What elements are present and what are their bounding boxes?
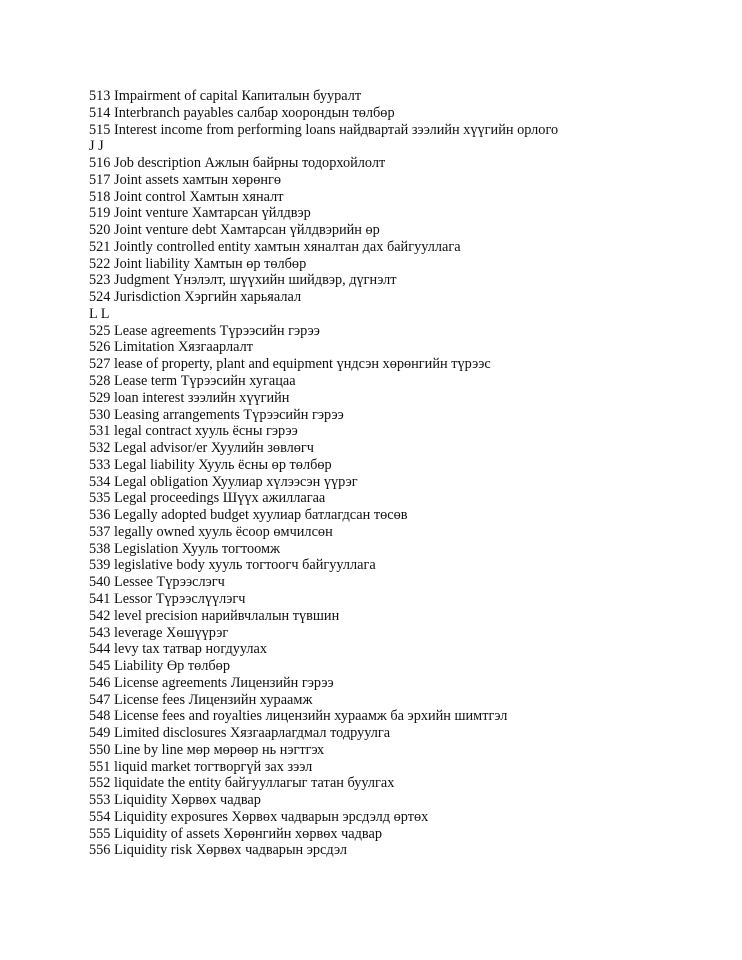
glossary-entry: 540 Lessee Түрээслэгч <box>89 574 225 591</box>
glossary-entry: 538 Legislation Хууль тогтоомж <box>89 540 280 557</box>
glossary-entry: 546 License agreements Лицензийн гэрээ <box>89 674 334 691</box>
section-letter-heading: J J <box>89 138 104 155</box>
glossary-entry: 532 Legal advisor/er Хуулийн зөвлөгч <box>89 440 314 457</box>
glossary-list <box>89 88 558 859</box>
glossary-entry: 545 Liability Өр төлбөр <box>89 658 230 675</box>
glossary-entry: 548 License fees and royalties лицензийн хураамж ба эрхийн шимтгэл <box>89 708 508 725</box>
glossary-entry: 518 Joint control Хамтын хяналт <box>89 188 284 205</box>
glossary-entry: 530 Leasing arrangements Түрээсийн гэрээ <box>89 406 344 423</box>
glossary-entry: 544 levy tax татвар ногдуулах <box>89 641 268 658</box>
glossary-entry: 533 Legal liability Хууль ёсны өр төлбөр <box>89 456 332 473</box>
glossary-entry: 527 lease of property, plant and equipment үндсэн хөрөнгийн түрээс <box>89 356 491 373</box>
glossary-entry: 531 legal contract хууль ёсны гэрээ <box>89 423 298 440</box>
glossary-entry: 549 Limited disclosures Хязгаарлагдмал тодруулга <box>89 725 391 742</box>
glossary-entry: 541 Lessor Түрээслүүлэгч <box>89 590 246 607</box>
glossary-entry: 513 Impairment of capital Капиталын бууралт <box>89 88 362 104</box>
glossary-entry: 528 Lease term Түрээсийн хугацаа <box>89 373 296 390</box>
glossary-entry: 550 Line by line мөр мөрөөр нь нэгтгэх <box>89 741 325 758</box>
glossary-entry: 553 Liquidity Хөрвөх чадвар <box>89 792 261 809</box>
glossary-entry: 552 liquidate the entity байгууллагыг татан буулгах <box>89 775 395 792</box>
glossary-entry: 535 Legal proceedings Шүүх ажиллагаа <box>89 490 326 507</box>
glossary-entry: 525 Lease agreements Түрээсийн гэрээ <box>89 322 320 339</box>
glossary-entry: 516 Job description Ажлын байрны тодорхойлолт <box>89 155 386 172</box>
glossary-entry: 524 Jurisdiction Хэргийн харьяалал <box>89 289 302 306</box>
glossary-entry: 519 Joint venture Хамтарсан үйлдвэр <box>89 205 311 222</box>
glossary-entry: 542 level precision нарийвчлалын түвшин <box>89 607 340 624</box>
glossary-entry: 526 Limitation Хязгаарлалт <box>89 339 254 356</box>
glossary-entry: 556 Liquidity risk Хөрвөх чадварын эрсдэл <box>89 842 348 859</box>
glossary-entry: 555 Liquidity of assets Хөрөнгийн хөрвөх чадвар <box>89 825 382 842</box>
glossary-entry: 520 Joint venture debt Хамтарсан үйлдвэрийн өр <box>89 222 380 239</box>
glossary-entry: 515 Interest income from performing loans найдвартай зээлийн хүүгийн орлого <box>89 121 559 138</box>
glossary-entry: 514 Interbranch payables салбар хоорондын төлбөр <box>89 104 395 121</box>
glossary-entry: 534 Legal obligation Хуулиар хүлээсэн үүрэг <box>89 473 358 490</box>
glossary-entry: 529 loan interest зээлийн хүүгийн <box>89 389 290 406</box>
glossary-entry: 523 Judgment Үнэлэлт, шүүхийн шийдвэр, дүгнэлт <box>89 272 397 289</box>
glossary-entry: 551 liquid market тогтворгүй зах зээл <box>89 758 313 775</box>
glossary-entry: 522 Joint liability Хамтын өр төлбөр <box>89 255 307 272</box>
glossary-entry: 543 leverage Хөшүүрэг <box>89 624 229 641</box>
glossary-entry: 547 License fees Лицензийн хураамж <box>89 691 313 708</box>
glossary-entry: 517 Joint assets хамтын хөрөнгө <box>89 171 282 188</box>
section-letter-heading: L L <box>89 305 110 322</box>
glossary-entry: 521 Jointly controlled entity хамтын хяналтан дах байгууллага <box>89 238 461 255</box>
glossary-entry: 539 legislative body хууль тогтоогч байгууллага <box>89 557 376 574</box>
glossary-entry: 537 legally owned хууль ёсоор өмчилсөн <box>89 523 333 540</box>
glossary-entry: 536 Legally adopted budget хуулиар батлагдсан төсөв <box>89 507 408 524</box>
glossary-entry: 554 Liquidity exposures Хөрвөх чадварын эрсдэлд өртөх <box>89 808 429 825</box>
